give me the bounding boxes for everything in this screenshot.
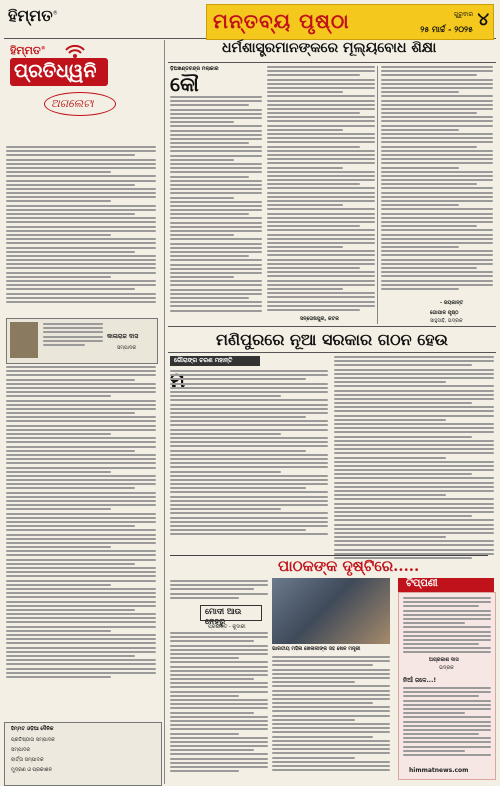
tippani-title: ଟିପ୍ପଣୀ <box>406 578 438 589</box>
main-headline-text: ଧର୍ମଶାସ୍ତ୍ରମାନଙ୍କରେ ମୂଲ୍ୟବୋଧ ଶିକ୍ଷା <box>222 40 437 56</box>
letter-byline: ପ୍ରଶାନ୍ତ - କୁଦାରୀ <box>208 624 246 630</box>
pratidhwani-brand: ହିମ୍ମତ® <box>10 44 46 57</box>
page-banner <box>206 4 494 40</box>
footer-line-3: ସମ୍ପାଦକ <box>11 747 31 753</box>
pathak-section-header <box>170 555 488 578</box>
main-signature: ସନ୍ତୋଷପୁର, କଟକ <box>300 316 339 322</box>
left-column-text-1 <box>6 146 156 305</box>
page-title: ମନ୍ତବ୍ୟ ପୃଷ୍ଠା <box>213 9 350 33</box>
tippani-box <box>398 592 496 780</box>
photo-caption: ଭାରତୀୟ ମହିଳା ଖେଳାଳୀଙ୍କ ସହ ଖେଳ ମନ୍ତ୍ରୀ <box>272 646 361 652</box>
letter-headline: ମୋଦୀ ଆଉ ନେହରୁ <box>205 607 242 626</box>
main-col-divider <box>377 66 378 324</box>
second-byline-box <box>170 356 260 366</box>
second-headline-text: ମଣିପୁରରେ ନୂଆ ସରକାର ଗଠନ ହେଉ <box>216 330 448 349</box>
banner-day: ଗୁରୁବାର <box>453 11 473 18</box>
pathak-title: ପାଠକଙ୍କ ଦୃଷ୍ଟିରେ..... <box>278 557 420 575</box>
second-article-col-2 <box>334 356 494 561</box>
author-photo <box>10 322 38 358</box>
main-article-col-2 <box>267 66 375 313</box>
logo-reg: ® <box>52 10 58 17</box>
main-article-col-1 <box>170 96 262 314</box>
second-byline: ଗୌରାଙ୍ଗ ଚରଣ ମହାନ୍ତି <box>174 357 233 364</box>
pathak-intro-text <box>170 580 268 601</box>
author-name: କାଳାରାଜ ଦାସ <box>107 333 139 340</box>
tippani-header <box>398 578 494 592</box>
footer-line-4: ବାର୍ତ୍ତା ସମ୍ପାଦକ <box>11 757 44 763</box>
second-headline <box>168 330 496 350</box>
banner-date: ୨୫ ମାର୍ଚ୍ଚ - ୨୦୨୫ <box>420 25 473 34</box>
agaleta-text: ଅଗଲେଟା <box>51 97 94 110</box>
news-photo <box>272 578 390 644</box>
second-article-col-1 <box>170 370 328 538</box>
letter-headline-box <box>200 605 262 626</box>
masthead-logo <box>8 6 64 34</box>
tippani-subtitle: ନିଆଁ ଜଳେ...! <box>403 677 437 684</box>
second-headline-rule-bottom <box>168 352 496 353</box>
headline-rule <box>168 62 496 63</box>
tippani-author: ଅପ୍ରକାଶ ଦାସ <box>429 657 459 663</box>
pratidhwani-header <box>4 40 162 142</box>
right-column-text <box>381 66 493 292</box>
author-role: ସମ୍ପାଦକ <box>117 345 137 351</box>
tippani-text-2 <box>403 687 491 758</box>
tippani-location: ଭଦ୍ରକ <box>439 665 454 671</box>
right-signature: - ଜୟକାନ୍ତ <box>440 300 464 306</box>
column-divider <box>164 40 165 784</box>
footer-line-2: ପ୍ରତିଷ୍ଠାତା ସମ୍ପାଦକ <box>11 737 55 743</box>
agaleta-badge <box>44 92 116 116</box>
page-number: ୪ <box>477 9 489 30</box>
main-byline: ଡ଼ିଅଖଣ୍ଡଚନ୍ଦ୍ର ମଲାକାର <box>170 66 219 72</box>
pratidhwani-title: ପ୍ରତିଧ୍ୱନି <box>14 60 97 82</box>
main-headline <box>170 40 500 62</box>
author-box <box>6 318 158 364</box>
letter-text <box>170 632 268 774</box>
tippani-text-1 <box>403 597 491 656</box>
footer-line-5: ମୁଦ୍ରଣ ଓ ପ୍ରକାଶନ <box>11 767 52 773</box>
logo-text: ହିମ୍ମତ <box>8 6 53 25</box>
author-side-text <box>43 323 103 348</box>
second-headline-rule-top <box>168 326 496 327</box>
pratidhwani-title-box <box>10 58 108 86</box>
left-column-text-2 <box>6 366 156 680</box>
right-signature-3: ସାହୁସାହି, ଭଦ୍ରକ <box>430 318 463 324</box>
main-dropcap: କୌ <box>170 72 199 96</box>
footer-line-1: ହିମ୍ମତ ଓଡ଼ିଆ ଦୈନିକ <box>11 726 54 732</box>
photo-article-text <box>272 656 390 773</box>
site-url[interactable]: himmatnews.com <box>409 767 469 774</box>
footer-box <box>4 722 162 786</box>
right-signature-2: ଗୋପାଳ ପୃଷ୍ଠ <box>430 310 459 316</box>
